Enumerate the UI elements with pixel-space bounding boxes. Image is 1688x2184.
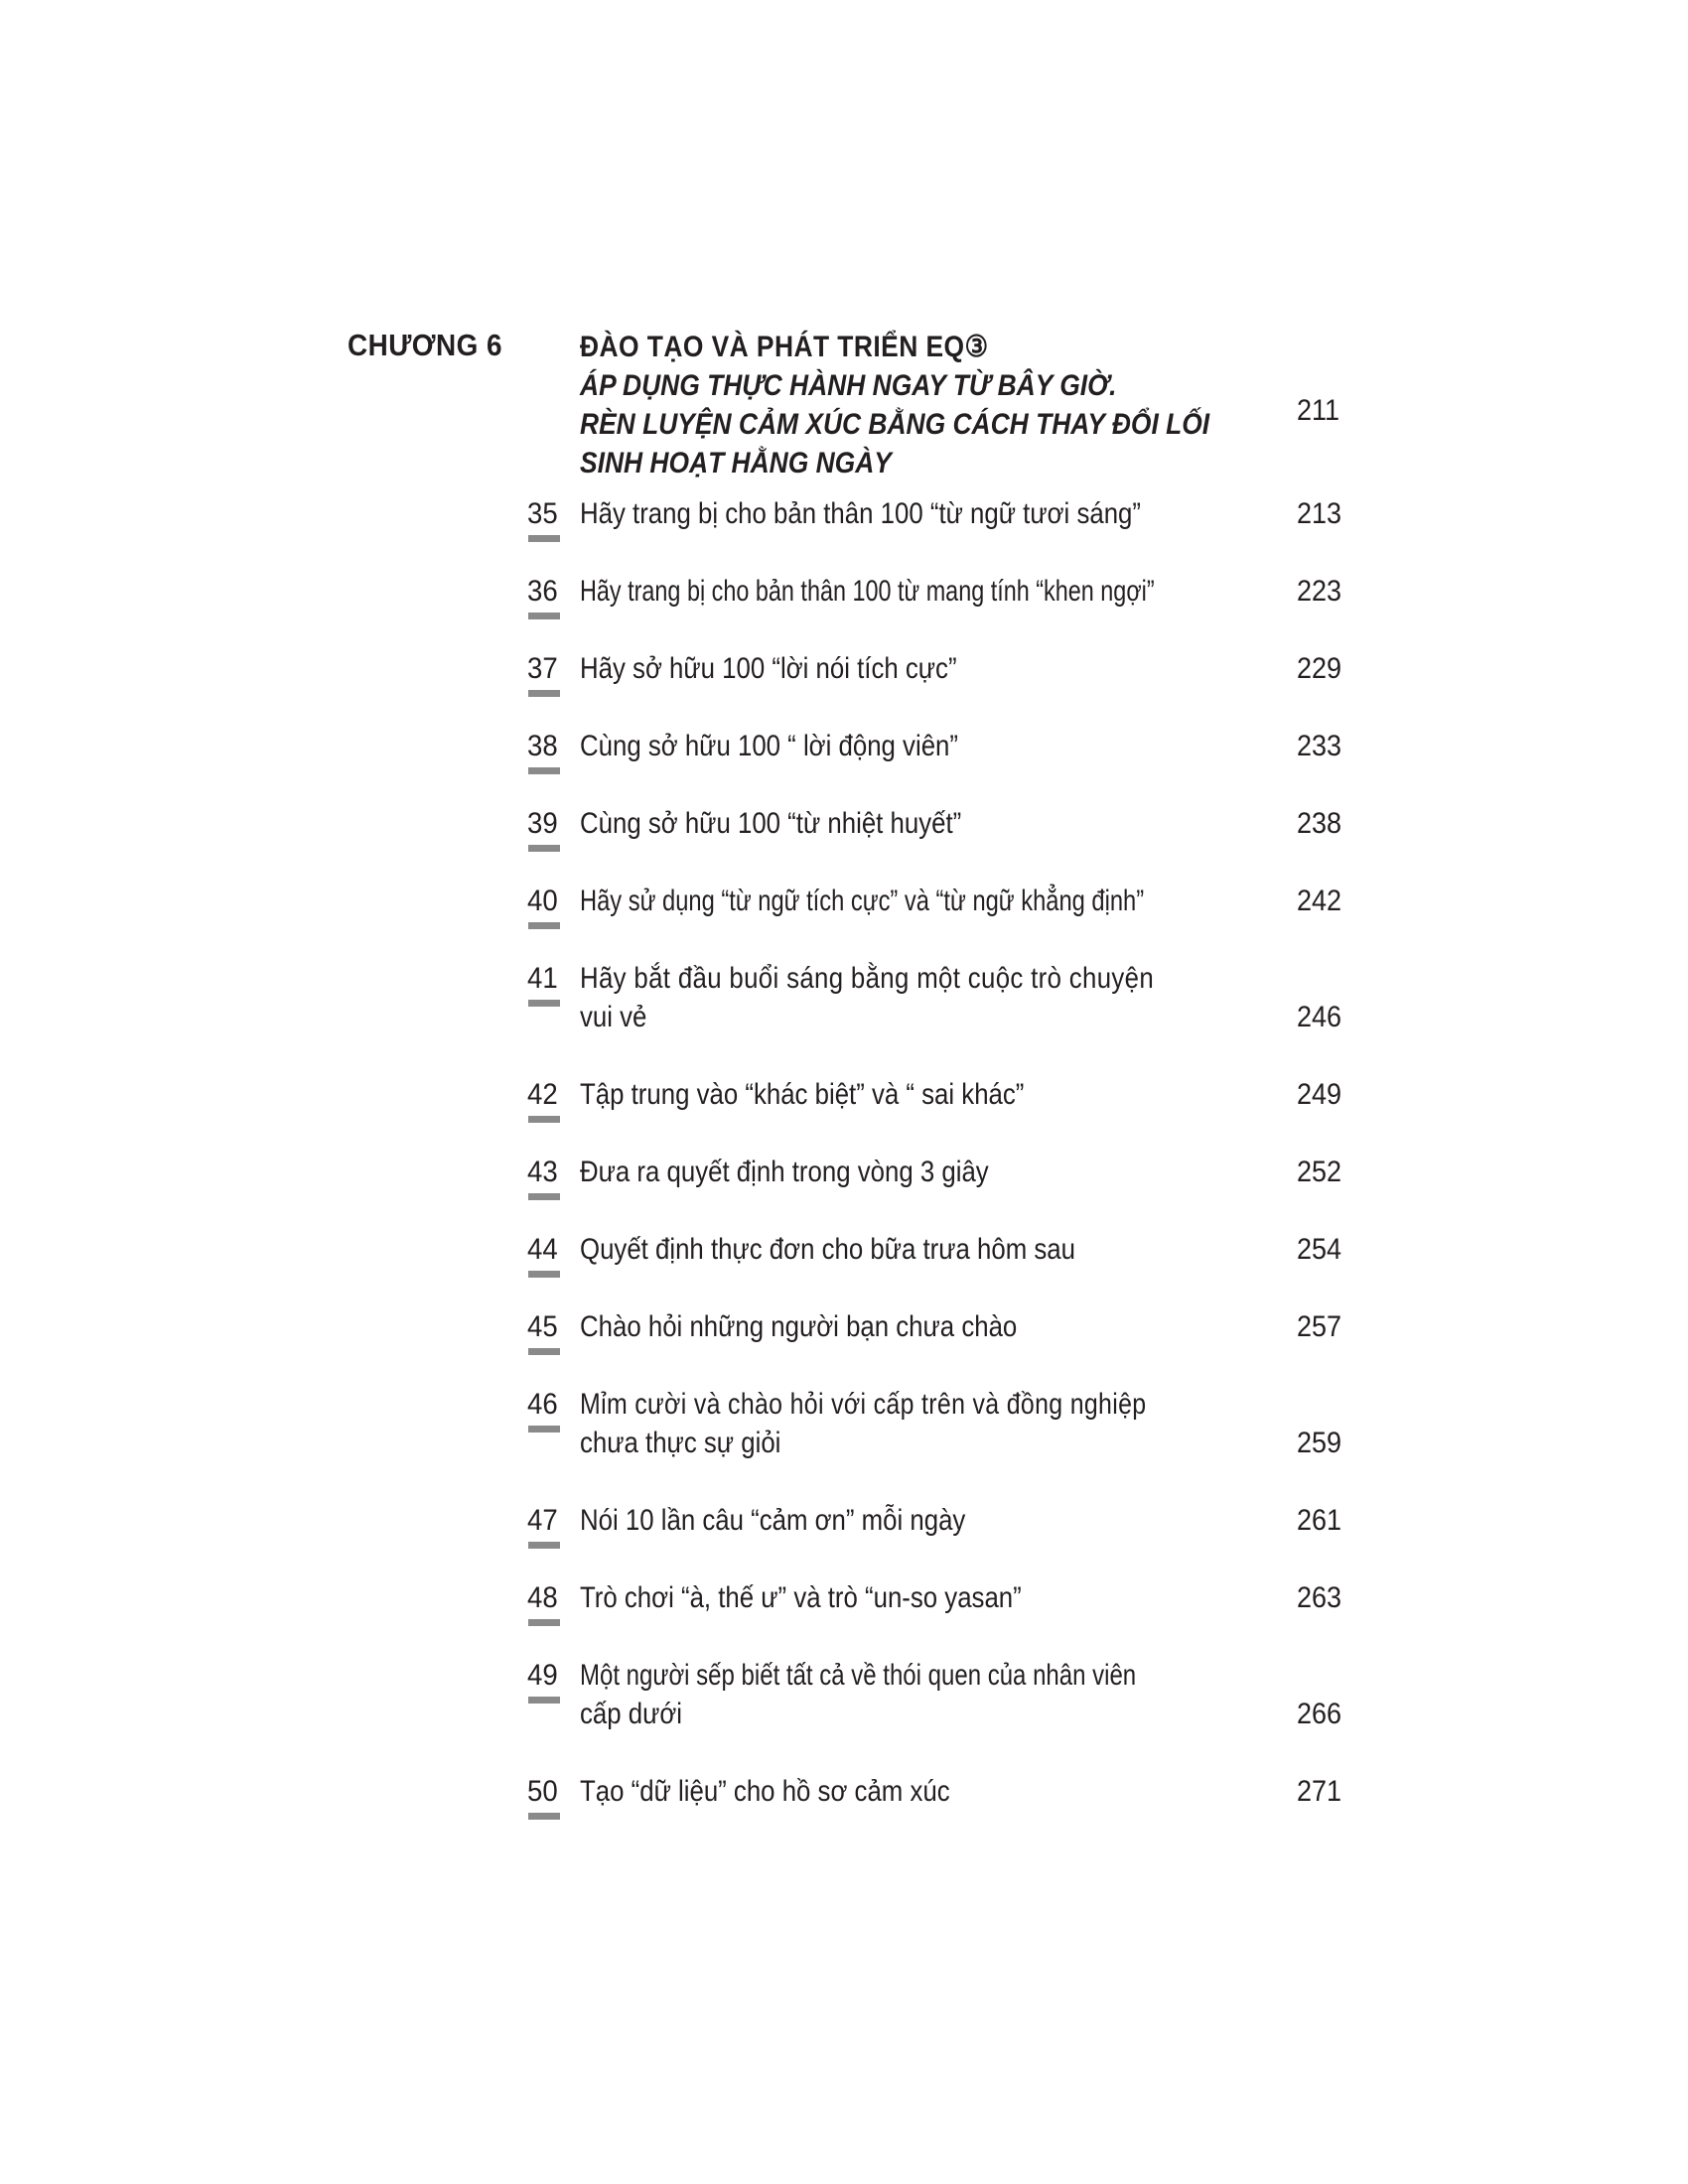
entry-number: 44 [527, 1233, 558, 1266]
entry-title [580, 1075, 1078, 1114]
entry-title-line: Trò chơi “à, thế ư” và trò “un-so yasan” [580, 1581, 1022, 1614]
chapter-label: CHƯƠNG 6 [348, 328, 502, 362]
entry-number: 37 [527, 652, 558, 685]
entry-page-number: 246 [1297, 1001, 1342, 1033]
toc-entry [348, 1153, 1350, 1230]
entry-title-line: Cùng sở hữu 100 “ lời động viên” [580, 730, 958, 762]
entry-number: 40 [527, 885, 558, 917]
entry-page-number: 271 [1297, 1775, 1342, 1808]
entry-page-number: 238 [1297, 807, 1342, 840]
entry-number-underline [528, 1000, 560, 1007]
entry-page-number: 259 [1297, 1427, 1342, 1459]
entry-title [580, 1772, 1078, 1811]
entry-title [580, 1501, 1078, 1540]
toc-entry [348, 494, 1350, 572]
entry-number: 38 [527, 730, 558, 762]
chapter-page-number: 211 [1297, 394, 1340, 427]
entry-number-underline [528, 1193, 560, 1200]
entry-number-underline [528, 690, 560, 697]
entry-title-line: Một người sếp biết tất cả về thói quen của nhân viên [580, 1659, 1137, 1692]
entry-number-underline [528, 1697, 560, 1704]
entry-title [580, 1230, 1078, 1269]
toc-entry [348, 1578, 1350, 1656]
entry-page-number: 249 [1297, 1078, 1342, 1111]
entry-number-underline [528, 767, 560, 774]
chapter-subtitle-line: ÁP DỤNG THỰC HÀNH NGAY TỪ BÂY GIỜ. [580, 369, 1117, 402]
entry-title [580, 804, 1078, 843]
toc-entry [348, 1772, 1350, 1849]
entry-page-number: 257 [1297, 1310, 1342, 1343]
entry-number-underline [528, 1271, 560, 1278]
entry-number: 48 [527, 1581, 558, 1614]
toc-entry [348, 1656, 1350, 1772]
entry-number-underline [528, 613, 560, 619]
entry-title-line: Hãy sở hữu 100 “lời nói tích cực” [580, 652, 957, 685]
entry-number-underline [528, 1619, 560, 1626]
entry-page-number: 261 [1297, 1504, 1342, 1537]
entry-title [580, 1385, 1147, 1462]
entry-page-number: 242 [1297, 885, 1342, 917]
entry-title-line: Hãy trang bị cho bản thân 100 từ mang tính “khen ngợi” [580, 575, 1155, 608]
entry-title-line: Hãy trang bị cho bản thân 100 “từ ngữ tươi sáng” [580, 497, 1141, 530]
toc-entry [348, 1075, 1350, 1153]
entry-page-number: 252 [1297, 1156, 1342, 1188]
entry-title [580, 572, 1155, 611]
toc-entry [348, 1501, 1350, 1578]
entry-number: 39 [527, 807, 558, 840]
entry-number: 49 [527, 1659, 558, 1692]
entry-title [580, 494, 1141, 533]
entry-title [580, 1578, 1078, 1617]
entry-title-line: Tạo “dữ liệu” cho hồ sơ cảm xúc [580, 1775, 950, 1808]
chapter-heading [348, 320, 1350, 494]
entry-number: 35 [527, 497, 558, 530]
entry-title-line: Chào hỏi những người bạn chưa chào [580, 1310, 1018, 1343]
entry-page-number: 263 [1297, 1581, 1342, 1614]
toc-entry [348, 727, 1350, 804]
entry-page-number: 229 [1297, 652, 1342, 685]
table-of-contents [348, 320, 1350, 1849]
entry-page-number: 266 [1297, 1698, 1342, 1730]
entry-number-underline [528, 1348, 560, 1355]
toc-entry [348, 804, 1350, 882]
entry-number: 43 [527, 1156, 558, 1188]
toc-entry [348, 1230, 1350, 1307]
entry-title [580, 959, 1155, 1036]
toc-entry [348, 1307, 1350, 1385]
entry-title-line: Quyết định thực đơn cho bữa trưa hôm sau [580, 1233, 1076, 1266]
chapter-subtitle-line: SINH HOẠT HẰNG NGÀY [580, 447, 892, 479]
entry-number: 47 [527, 1504, 558, 1537]
entry-title [580, 649, 1078, 688]
entry-number-underline [528, 1813, 560, 1820]
entry-title [580, 1307, 1078, 1346]
entry-title-line: Cùng sở hữu 100 “từ nhiệt huyết” [580, 807, 962, 840]
entry-title [580, 1153, 1078, 1191]
entry-title [580, 727, 1078, 765]
entry-number: 50 [527, 1775, 558, 1808]
entry-number-underline [528, 1542, 560, 1549]
entry-title-line: vui vẻ [580, 1001, 647, 1033]
entry-title-line: Tập trung vào “khác biệt” và “ sai khác” [580, 1078, 1025, 1111]
toc-entry [348, 1385, 1350, 1501]
entry-page-number: 254 [1297, 1233, 1342, 1266]
entry-title-line: Đưa ra quyết định trong vòng 3 giây [580, 1156, 989, 1188]
entry-title [580, 1656, 1137, 1733]
entry-page-number: 223 [1297, 575, 1342, 608]
toc-entry [348, 959, 1350, 1075]
entry-title-line: Mỉm cười và chào hỏi với cấp trên và đồng nghiệp [580, 1388, 1147, 1421]
entry-number-underline [528, 535, 560, 542]
entry-number-underline [528, 845, 560, 852]
entry-page-number: 213 [1297, 497, 1342, 530]
entry-title-line: cấp dưới [580, 1698, 683, 1730]
chapter-subtitle-line: RÈN LUYỆN CẢM XÚC BẰNG CÁCH THAY ĐỔI LỐI [580, 408, 1210, 441]
entry-number-underline [528, 1426, 560, 1433]
entry-number: 46 [527, 1388, 558, 1421]
entry-number-underline [528, 1116, 560, 1123]
entry-number-underline [528, 922, 560, 929]
entry-number: 42 [527, 1078, 558, 1111]
entry-title-line: Hãy bắt đầu buổi sáng bằng một cuộc trò chuyện [580, 962, 1155, 995]
toc-entry [348, 572, 1350, 649]
entry-title-line: Nói 10 lần câu “cảm ơn” mỗi ngày [580, 1504, 966, 1537]
entry-title-line: chưa thực sự giỏi [580, 1427, 781, 1459]
toc-entry [348, 882, 1350, 959]
entry-page-number: 233 [1297, 730, 1342, 762]
chapter-titles [580, 328, 1210, 482]
entry-title [580, 882, 1145, 920]
entry-number: 36 [527, 575, 558, 608]
toc-entry [348, 649, 1350, 727]
entry-number: 45 [527, 1310, 558, 1343]
entry-number: 41 [527, 962, 558, 995]
entry-title-line: Hãy sử dụng “từ ngữ tích cực” và “từ ngữ khẳng định” [580, 885, 1145, 917]
chapter-title: ĐÀO TẠO VÀ PHÁT TRIỂN EQ③ [580, 331, 989, 363]
